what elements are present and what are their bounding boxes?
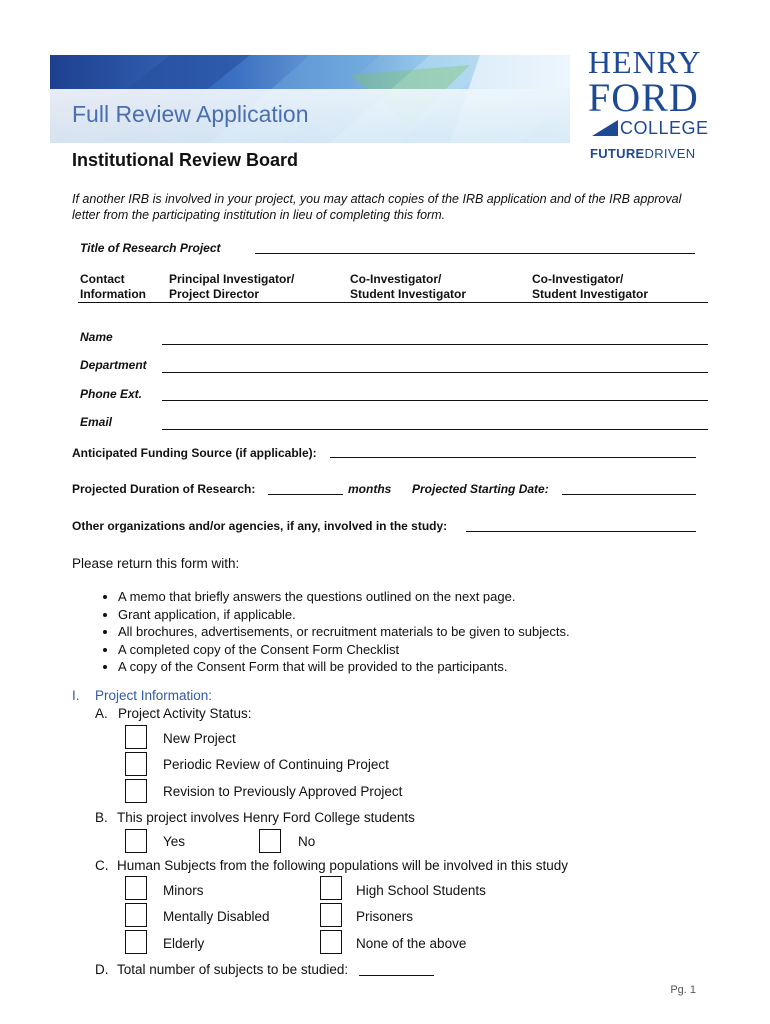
requirement-item: • A memo that briefly answers the questions outlined on the next page.	[118, 588, 678, 606]
contact-header-col0	[80, 272, 146, 302]
option-minors: Minors	[163, 883, 204, 898]
contact-header-rule	[78, 302, 708, 303]
checkbox-prisoners[interactable]	[320, 903, 342, 927]
section-i-title: Project Information:	[95, 688, 213, 703]
name-field[interactable]	[162, 344, 708, 345]
checkbox-minors[interactable]	[125, 876, 147, 900]
phone-field[interactable]	[162, 400, 708, 401]
question-d-text: Total number of subjects to be studied:	[117, 962, 349, 977]
question-b-text: This project involves Henry Ford College students	[117, 810, 415, 825]
contact-header-col2-line1: Co-Investigator/	[350, 272, 442, 286]
logo-tagline	[590, 146, 695, 161]
checkbox-mentally-disabled[interactable]	[125, 903, 147, 927]
checkbox-elderly[interactable]	[125, 930, 147, 954]
option-none-of-above: None of the above	[356, 936, 467, 951]
duration-label: Projected Duration of Research:	[72, 482, 256, 496]
contact-header-col2	[350, 272, 466, 302]
checkbox-yes[interactable]	[125, 829, 147, 853]
banner-title: Full Review Application	[72, 101, 309, 127]
henry-ford-college-logo	[586, 44, 710, 164]
banner-graphic	[50, 55, 570, 143]
email-field[interactable]	[162, 429, 708, 430]
contact-header-col1-line2: Project Director	[169, 287, 260, 301]
row-label-phone: Phone Ext.	[80, 387, 143, 401]
checkbox-new-project[interactable]	[125, 725, 147, 749]
intro-text: If another IRB is involved in your project, you may attach copies of the IRB application and of the IRB approval letter from the participating institution in lieu of completing this form.	[72, 192, 682, 222]
question-b-letter: B.	[95, 810, 108, 825]
row-label-email: Email	[80, 415, 113, 429]
section-heading: Institutional Review Board	[72, 150, 299, 170]
other-orgs-field[interactable]	[466, 531, 696, 532]
duration-field[interactable]	[268, 494, 343, 495]
logo-wedge-icon	[592, 120, 618, 136]
funding-field[interactable]	[330, 457, 696, 458]
checkbox-revision[interactable]	[125, 779, 147, 803]
row-label-name: Name	[80, 330, 113, 344]
question-d-letter: D.	[95, 962, 109, 977]
requirement-item: • A completed copy of the Consent Form Checklist	[118, 641, 678, 659]
contact-header-col2-line2: Student Investigator	[350, 287, 467, 301]
option-mentally-disabled: Mentally Disabled	[163, 909, 270, 924]
option-periodic-review: Periodic Review of Continuing Project	[163, 757, 389, 772]
months-label: months	[348, 482, 392, 496]
funding-label: Anticipated Funding Source (if applicable):	[72, 446, 317, 460]
start-date-label: Projected Starting Date:	[412, 482, 549, 496]
checkbox-periodic-review[interactable]	[125, 752, 147, 776]
requirement-item: • All brochures, advertisements, or recruitment materials to be given to subjects.	[118, 623, 678, 641]
department-field[interactable]	[162, 372, 708, 373]
option-yes: Yes	[163, 834, 186, 849]
contact-header-col0-line2: Information	[80, 287, 146, 301]
logo-henry: HENRY	[588, 44, 702, 80]
contact-header-col0-line1: Contact	[80, 272, 125, 286]
header-banner	[50, 55, 570, 143]
option-revision: Revision to Previously Approved Project	[163, 784, 403, 799]
option-no: No	[298, 834, 316, 849]
option-high-school: High School Students	[356, 883, 486, 898]
requirement-item: • Grant application, if applicable.	[118, 606, 678, 624]
contact-header-col3	[532, 272, 648, 302]
option-elderly: Elderly	[163, 936, 205, 951]
page-number: Pg. 1	[670, 984, 696, 996]
option-prisoners: Prisoners	[356, 909, 414, 924]
option-new-project: New Project	[163, 731, 236, 746]
section-i-numeral: I.	[72, 688, 80, 703]
logo-college: COLLEGE	[620, 118, 709, 138]
requirements-list	[94, 588, 678, 676]
contact-header-col3-line2: Student Investigator	[532, 287, 649, 301]
question-c-letter: C.	[95, 858, 109, 873]
contact-header-col3-line1: Co-Investigator/	[532, 272, 624, 286]
checkbox-high-school[interactable]	[320, 876, 342, 900]
question-a-text: Project Activity Status:	[118, 706, 252, 721]
total-subjects-field[interactable]	[359, 975, 434, 976]
logo-tagline-light: DRIVEN	[644, 146, 696, 161]
logo-tagline-bold: FUTURE	[590, 146, 645, 161]
title-of-research-label: Title of Research Project	[80, 241, 221, 255]
start-date-field[interactable]	[562, 494, 696, 495]
title-of-research-field[interactable]	[255, 253, 695, 254]
question-a-letter: A.	[95, 706, 108, 721]
logo-ford: FORD	[588, 75, 699, 120]
row-label-department: Department	[80, 358, 147, 372]
question-c-text: Human Subjects from the following populations will be involved in this study	[117, 858, 568, 873]
contact-header-col1-line1: Principal Investigator/	[169, 272, 295, 286]
return-label: Please return this form with:	[72, 556, 240, 571]
checkbox-none-of-above[interactable]	[320, 930, 342, 954]
requirement-item: • A copy of the Consent Form that will be provided to the participants.	[118, 658, 678, 676]
other-orgs-label: Other organizations and/or agencies, if any, involved in the study:	[72, 519, 448, 533]
checkbox-no[interactable]	[259, 829, 281, 853]
contact-header-col1	[169, 272, 294, 302]
